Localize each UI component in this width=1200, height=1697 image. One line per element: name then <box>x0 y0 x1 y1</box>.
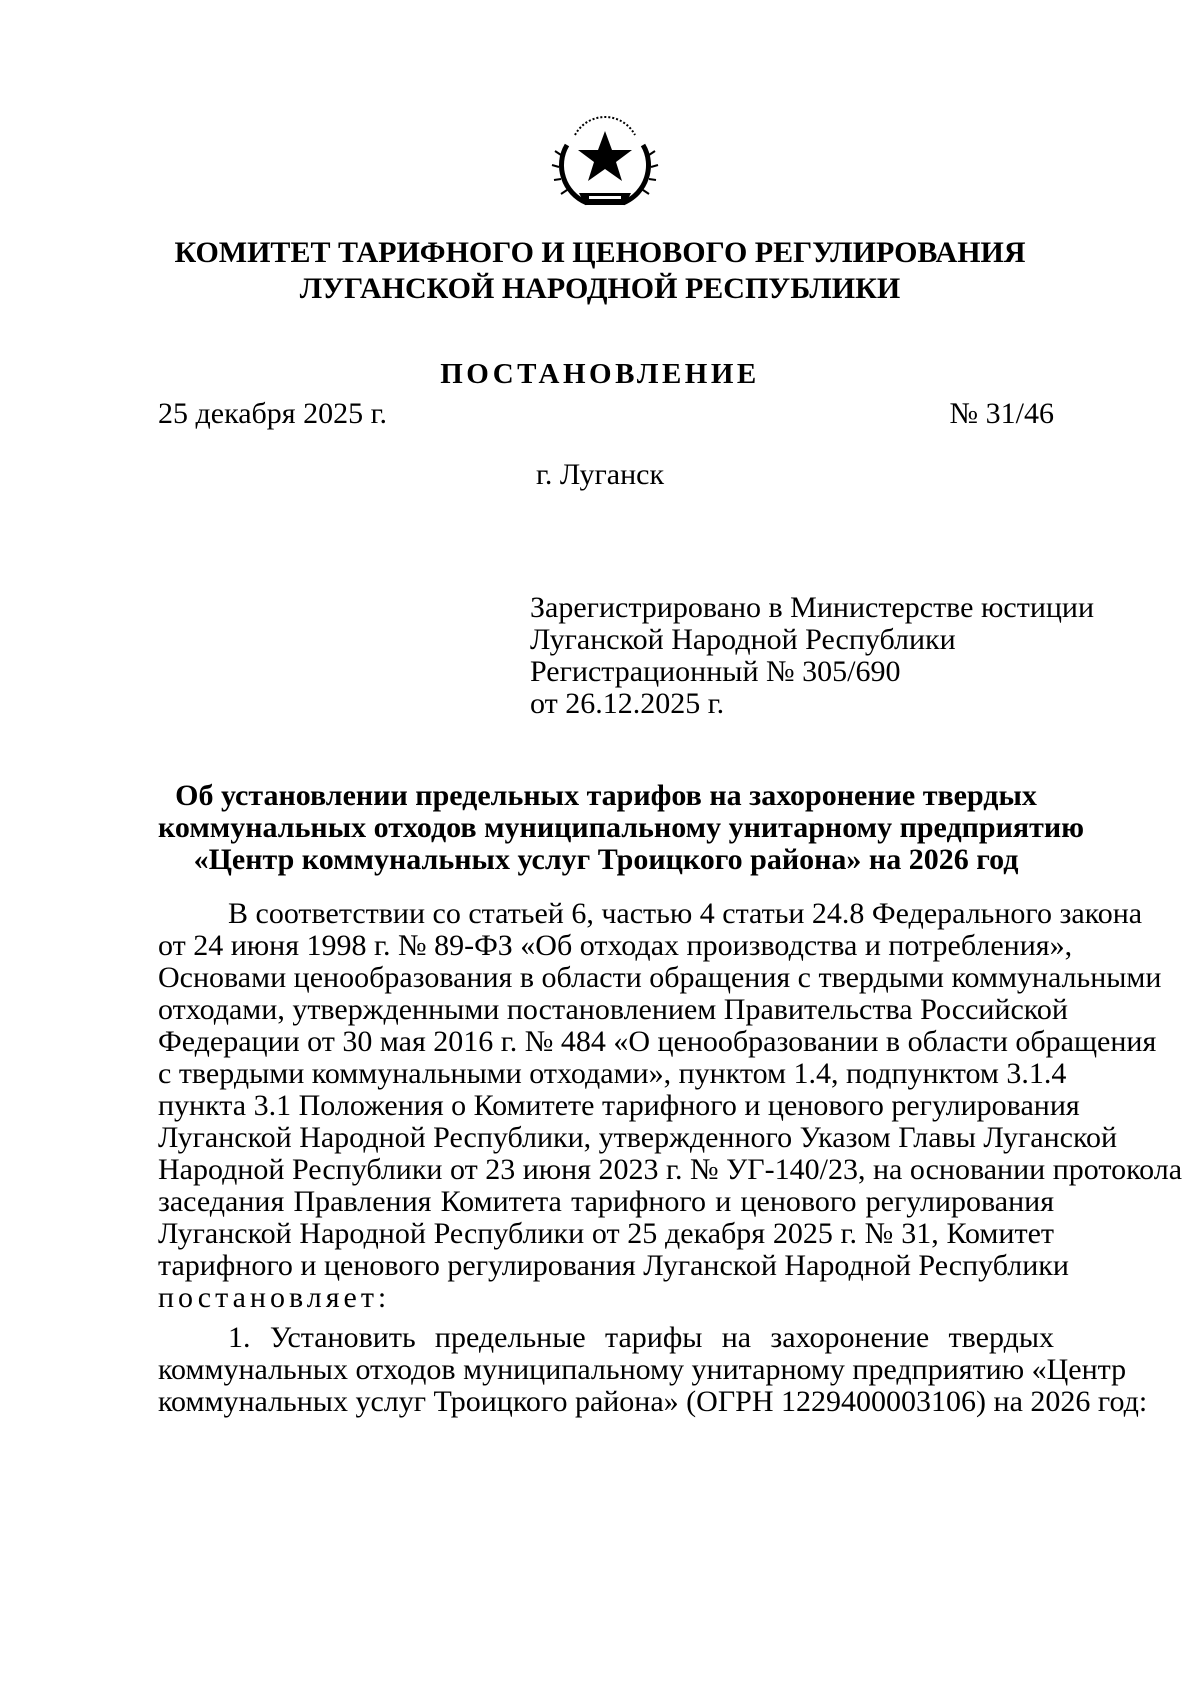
organization-title <box>0 235 1200 307</box>
preamble-line: тарифного и ценового регулирования Луганской Народной Республики <box>158 1249 1069 1282</box>
subject-line-2: коммунальных отходов муниципальному унитарному предприятию <box>158 811 1085 844</box>
preamble-paragraph <box>158 897 1183 1314</box>
organization-title-line-2: ЛУГАНСКОЙ НАРОДНОЙ РЕСПУБЛИКИ <box>299 272 901 305</box>
coat-of-arms-emblem <box>545 105 665 215</box>
preamble-line: от 24 июня 1998 г. № 89-ФЗ «Об отходах производства и потребления», <box>158 929 1073 962</box>
preamble-line: заседания Правления Комитета тарифного и ценового регулирования <box>158 1185 1054 1218</box>
preamble-line: В соответствии со статьей 6, частью 4 статьи 24.8 Федерального закона <box>228 897 1143 930</box>
preamble-line: пункта 3.1 Положения о Комитете тарифного и ценового регулирования <box>158 1089 1080 1122</box>
registration-line-3: Регистрационный № 305/690 <box>530 655 901 688</box>
registration-line-4: от 26.12.2025 г. <box>530 687 725 720</box>
registration-block <box>530 591 1095 720</box>
preamble-line: Луганской Народной Республики, утвержденного Указом Главы Луганской <box>158 1121 1118 1154</box>
preamble-line: Основами ценообразования в области обращения с твердыми коммунальными <box>158 961 1162 994</box>
point-1-line: коммунальных услуг Троицкого района» (ОГРН 1229400003106) на 2026 год: <box>158 1385 1148 1418</box>
subject-line-3: «Центр коммунальных услуг Троицкого района» на 2026 год <box>193 843 1019 876</box>
document-city: г. Луганск <box>535 458 665 491</box>
point-1-paragraph <box>158 1321 1148 1418</box>
date-number-line <box>158 397 1054 437</box>
document-date: 25 декабря 2025 г. <box>158 397 387 430</box>
preamble-line: Народной Республики от 23 июня 2023 г. № УГ-140/23, на основании протокола <box>158 1153 1183 1186</box>
preamble-line: отходами, утвержденными постановлением Правительства Российской <box>158 993 1068 1026</box>
point-1-line: коммунальных отходов муниципальному унитарному предприятию «Центр <box>158 1353 1127 1386</box>
preamble-line: с твердыми коммунальными отходами», пунктом 1.4, подпунктом 3.1.4 <box>158 1057 1067 1090</box>
document-number: № 31/46 <box>949 397 1054 430</box>
subject-line-1: Об установлении предельных тарифов на захоронение твердых <box>175 779 1037 812</box>
document-type-heading: ПОСТАНОВЛЕНИЕ <box>440 358 760 390</box>
registration-line-2: Луганской Народной Республики <box>530 623 956 656</box>
preamble-line: Федерации от 30 мая 2016 г. № 484 «О ценообразовании в области обращения <box>158 1025 1157 1058</box>
organization-title-line-1: КОМИТЕТ ТАРИФНОГО И ЦЕНОВОГО РЕГУЛИРОВАНИЯ <box>174 236 1026 269</box>
preamble-line: Луганской Народной Республики от 25 декабря 2025 г. № 31, Комитет <box>158 1217 1054 1250</box>
point-1-line: 1. Установить предельные тарифы на захоронение твердых <box>228 1321 1054 1354</box>
registration-line-1: Зарегистрировано в Министерстве юстиции <box>530 591 1095 624</box>
subject-heading <box>158 779 1085 876</box>
resolves-word: постановляет: <box>158 1281 391 1314</box>
